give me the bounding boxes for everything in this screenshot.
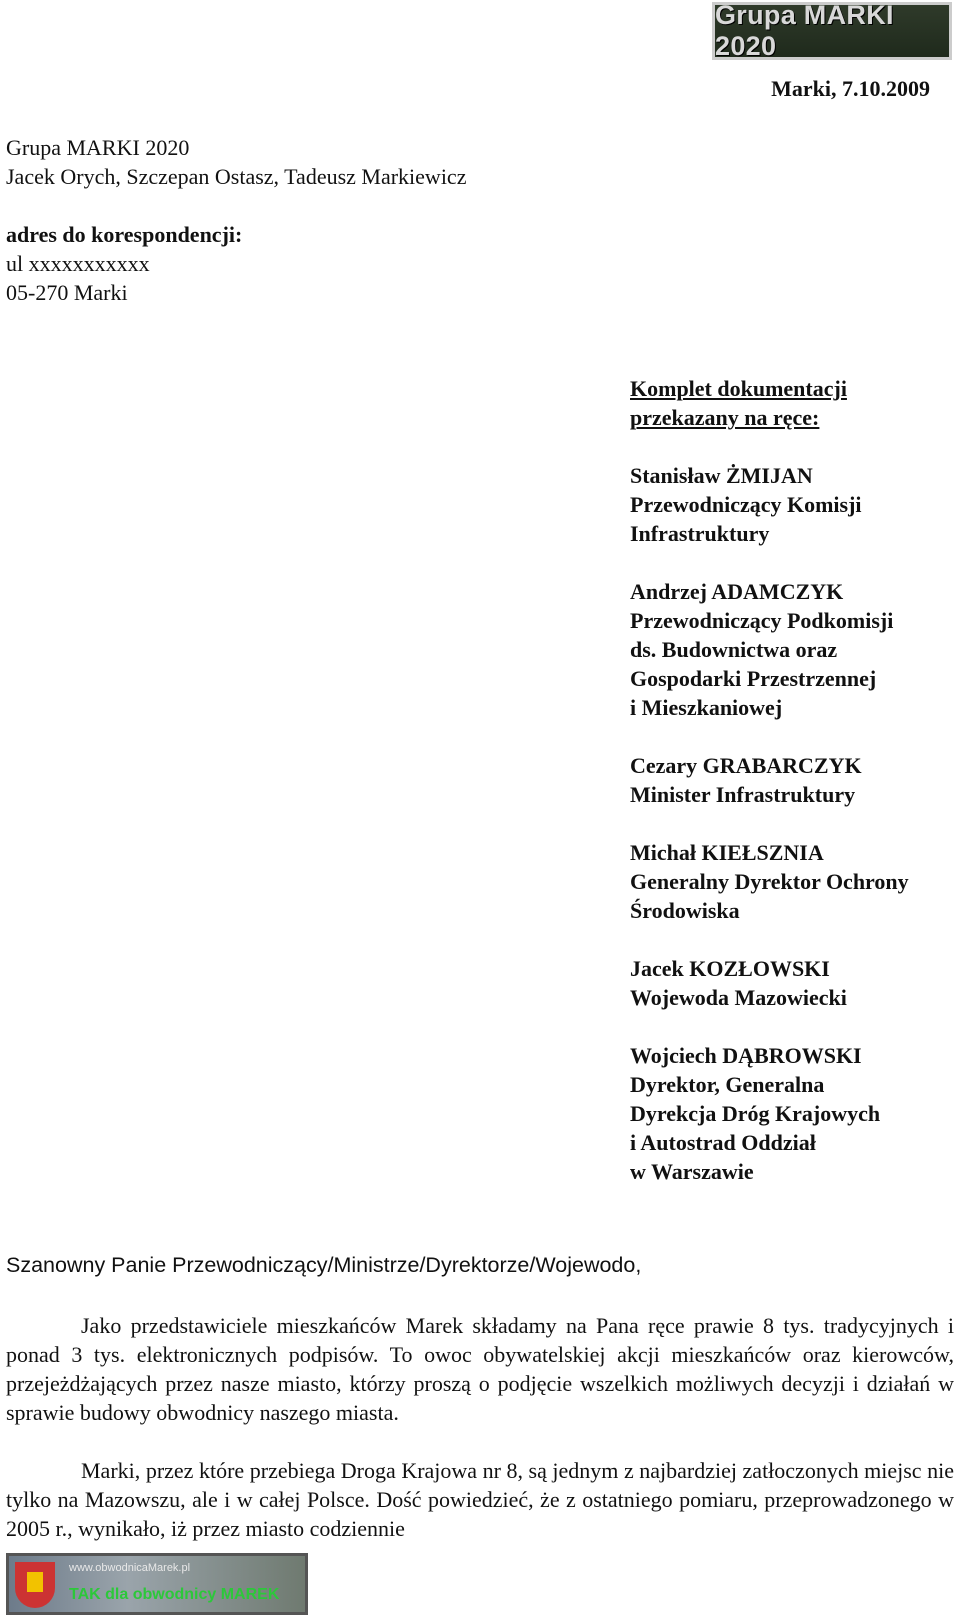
recipient-title-line: Minister Infrastruktury xyxy=(630,782,856,807)
recipients-header-line2: przekazany na ręce: xyxy=(630,405,820,430)
body-paragraph-2: Marki, przez które przebiega Droga Krajowa nr 8, są jednym z najbardziej zatłoczonych miejsc nie tylko na Mazowszu, ale i w całej Polsce. Dość powiedzieć, że z ostatniego pomiaru, przeprowadzonego w 2005 r., wynikało, iż przez miasto codziennie xyxy=(6,1458,954,1541)
sender-names: Jacek Orych, Szczepan Ostasz, Tadeusz Markiewicz xyxy=(6,164,467,189)
recipients-header xyxy=(630,374,955,432)
footer-slogan: TAK dla obwodnicy MAREK xyxy=(69,1586,280,1603)
recipient-entry xyxy=(630,1041,955,1186)
recipients-header-line1: Komplet dokumentacji xyxy=(630,376,847,401)
greeting: Szanowny Panie Przewodniczący/Ministrze/Dyrektorze/Wojewodo, xyxy=(6,1253,642,1277)
recipient-entry xyxy=(630,577,955,722)
recipient-name: Cezary GRABARCZYK xyxy=(630,753,862,778)
recipient-entry xyxy=(630,751,955,809)
recipient-name: Wojciech DĄBROWSKI xyxy=(630,1043,862,1068)
body-paragraph-1: Jako przedstawiciele mieszkańców Marek składamy na Pana ręce prawie 8 tys. tradycyjnych i ponad 3 tys. elektronicznych podpisów. To owoc obywatelskiej akcji mieszkańców oraz kierowców, przejeżdżających przez nasze miasto, którzy proszą o podjęcie wszelkich możliwych decyzji i działań w sprawie budowy obwodnicy naszego miasta. xyxy=(6,1313,954,1425)
sender-group-name: Grupa MARKI 2020 xyxy=(6,135,190,160)
recipient-title-line: Wojewoda Mazowiecki xyxy=(630,985,847,1010)
logo-text: Grupa MARKI 2020 xyxy=(715,0,894,61)
recipients-block xyxy=(630,374,955,1215)
recipient-title-line: ds. Budownictwa oraz xyxy=(630,637,838,662)
recipient-entry xyxy=(630,461,955,548)
recipient-title-line: Gospodarki Przestrzennej xyxy=(630,666,877,691)
recipient-name: Stanisław ŻMIJAN xyxy=(630,463,813,488)
recipient-title-line: i Autostrad Oddział xyxy=(630,1130,816,1155)
recipient-title-line: Przewodniczący Komisji xyxy=(630,492,862,517)
footer-site: www.obwodnicaMarek.pl xyxy=(69,1562,191,1574)
recipient-title-line: w Warszawie xyxy=(630,1159,754,1184)
recipient-title-line: Dyrekcja Dróg Krajowych xyxy=(630,1101,881,1126)
town-crest-icon xyxy=(15,1562,55,1608)
letter-date: Marki, 7.10.2009 xyxy=(771,76,930,101)
recipient-title-line: i Mieszkaniowej xyxy=(630,695,783,720)
recipient-name: Michał KIEŁSZNIA xyxy=(630,840,824,865)
recipient-title-line: Infrastruktury xyxy=(630,521,770,546)
recipient-title-line: Generalny Dyrektor Ochrony xyxy=(630,869,909,894)
address-city: 05-270 Marki xyxy=(6,280,128,305)
address-street: ul xxxxxxxxxxx xyxy=(6,251,150,276)
address-label: adres do korespondencji: xyxy=(6,222,243,247)
recipient-name: Jacek KOZŁOWSKI xyxy=(630,956,830,981)
recipient-title-line: Środowiska xyxy=(630,898,740,923)
recipient-title-line: Przewodniczący Podkomisji xyxy=(630,608,894,633)
recipient-entry xyxy=(630,954,955,1012)
recipient-entry xyxy=(630,838,955,925)
letter-body xyxy=(6,1311,954,1572)
correspondence-address xyxy=(6,220,242,307)
logo-grupa-marki xyxy=(712,2,952,60)
recipients-list xyxy=(630,461,955,1186)
recipient-title-line: Dyrektor, Generalna xyxy=(630,1072,825,1097)
sender-block xyxy=(6,133,466,191)
recipient-name: Andrzej ADAMCZYK xyxy=(630,579,844,604)
footer-banner xyxy=(6,1553,308,1615)
